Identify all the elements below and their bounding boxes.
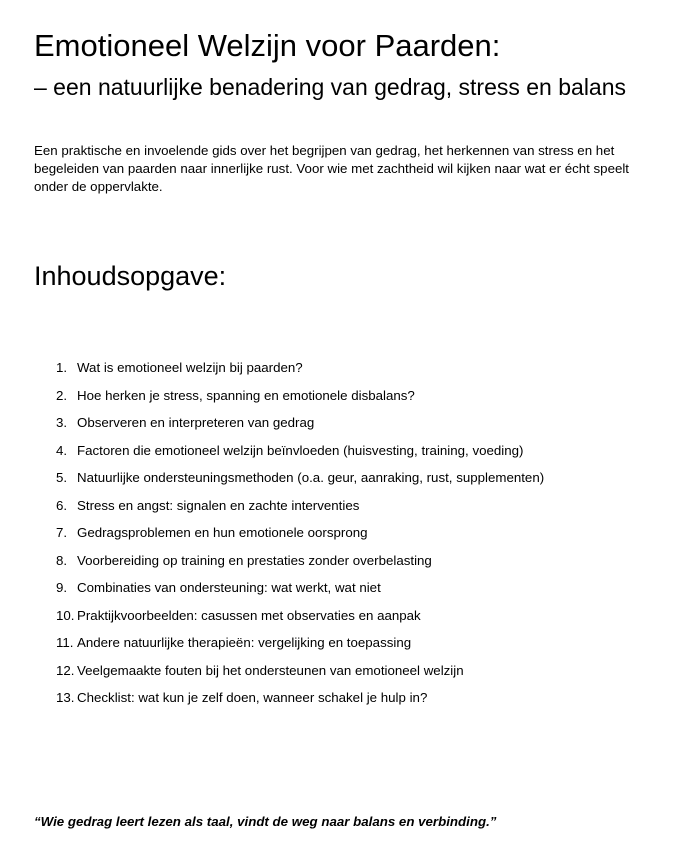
toc-item-text: Hoe herken je stress, spanning en emotionele disbalans?	[77, 387, 415, 403]
toc-item-number: 8.	[56, 552, 68, 568]
toc-item-number: 4.	[56, 442, 68, 458]
document-subtitle: – een natuurlijke benadering van gedrag, stress en balans	[34, 74, 627, 100]
toc-item-text: Voorbereiding op training en prestaties zonder overbelasting	[77, 552, 432, 568]
toc-item-number: 13.	[56, 690, 75, 705]
toc-item-number: 12.	[56, 662, 75, 678]
toc-item-number: 9.	[56, 580, 68, 595]
toc-item-number: 11.	[56, 635, 74, 650]
toc-item-text: Natuurlijke ondersteuningsmethoden (o.a. geur, aanraking, rust, supplementen)	[77, 470, 545, 485]
toc-item-number: 2.	[56, 387, 68, 403]
toc-item-text: Gedragsproblemen en hun emotionele oorsprong	[77, 525, 368, 540]
toc-item-text: Factoren die emotioneel welzijn beïnvloeden (huisvesting, training, voeding)	[77, 442, 524, 458]
toc-item-text: Veelgemaakte fouten bij het ondersteunen van emotioneel welzijn	[77, 662, 464, 678]
toc-item-number: 6.	[56, 497, 68, 513]
toc-item-text: Observeren en interpreteren van gedrag	[77, 415, 315, 430]
toc-item-text: Andere natuurlijke therapieën: vergelijking en toepassing	[77, 635, 412, 650]
toc-item-number: 10.	[56, 607, 75, 623]
intro-paragraph: Een praktische en invoelende gids over het begrijpen van gedrag, het herkennen van stress en het begeleiden van paarden naar innerlijke rust. Voor wie met zachtheid wil kijken naar wat er écht speelt onder de oppervlakte.	[34, 143, 630, 194]
toc-item-text: Praktijkvoorbeelden: casussen met observaties en aanpak	[77, 607, 421, 623]
toc-item-number: 5.	[56, 470, 68, 485]
toc-item-number: 3.	[56, 415, 68, 430]
toc-item-text: Checklist: wat kun je zelf doen, wanneer schakel je hulp in?	[77, 690, 428, 705]
document-title: Emotioneel Welzijn voor Paarden:	[34, 28, 501, 63]
toc-item-number: 7.	[56, 525, 68, 540]
toc-item-text: Combinaties van ondersteuning: wat werkt, wat niet	[77, 580, 381, 595]
toc-heading: Inhoudsopgave:	[34, 261, 227, 291]
toc-item-text: Wat is emotioneel welzijn bij paarden?	[77, 360, 303, 375]
toc-item-number: 1.	[56, 360, 68, 375]
closing-quote: “Wie gedrag leert lezen als taal, vindt de weg naar balans en verbinding.”	[34, 814, 497, 829]
toc-item-text: Stress en angst: signalen en zachte interventies	[77, 497, 360, 513]
